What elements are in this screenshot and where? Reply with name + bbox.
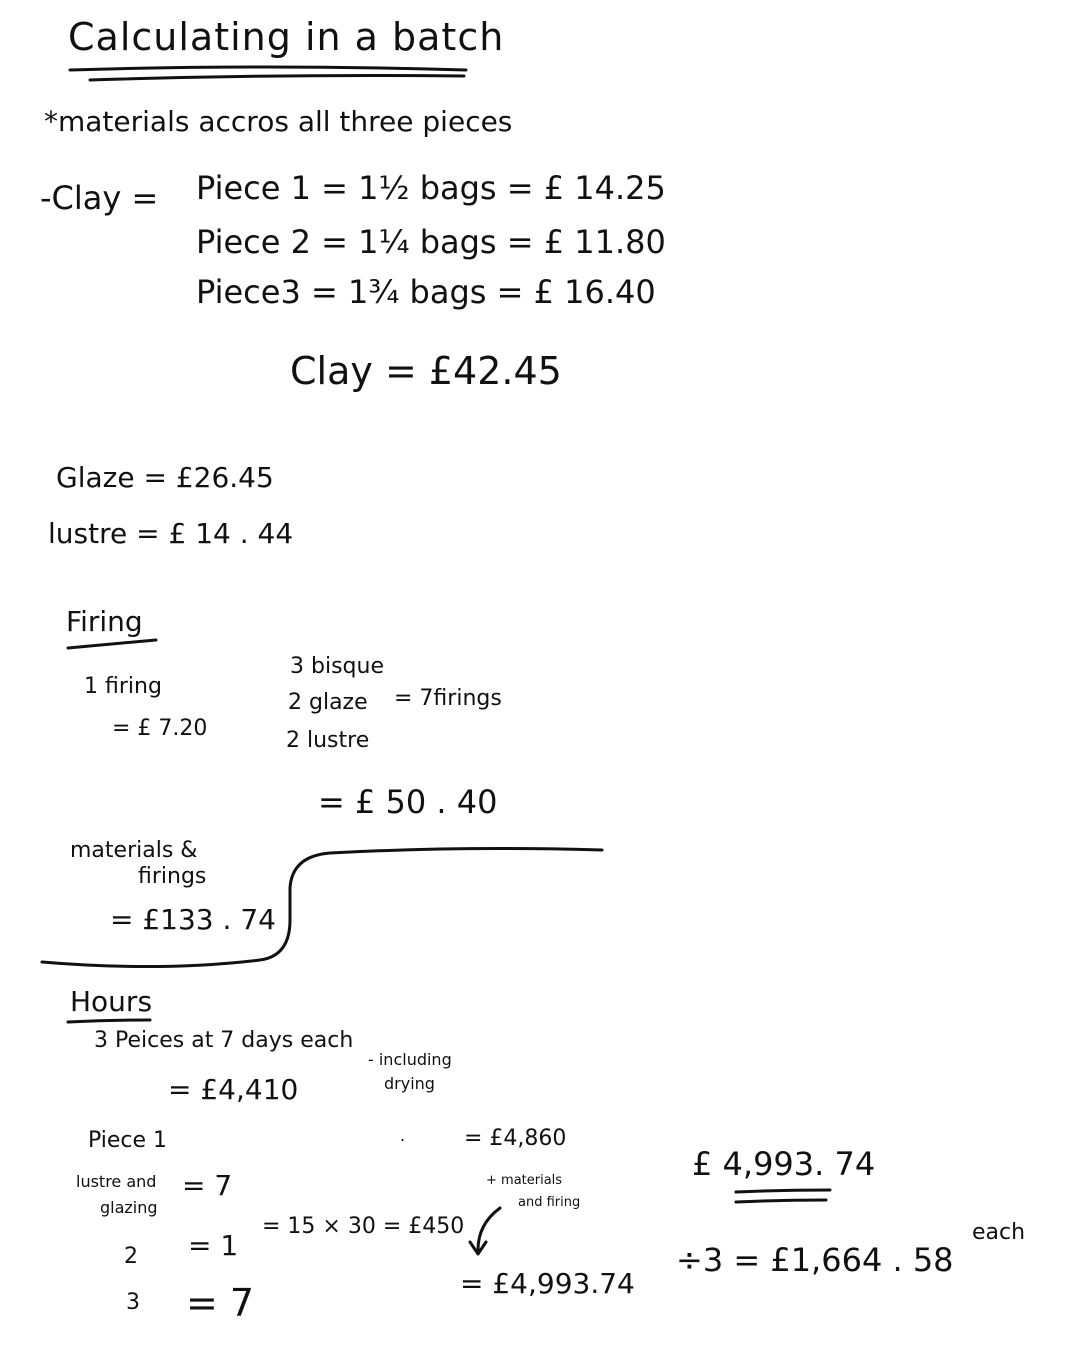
firing-count-bisque: 3 bisque (290, 654, 384, 679)
materials-firing-note-1: + materials (486, 1173, 563, 1188)
title-underline-2 (90, 76, 464, 81)
hours-piece-2-label: 2 (124, 1244, 138, 1269)
clay-total: Clay = £42.45 (290, 349, 562, 393)
hours-piece-3-value: = 7 (186, 1281, 255, 1325)
one-firing-label: 1 firing (84, 674, 162, 699)
summary-total: £ 4,993. 74 (692, 1145, 876, 1183)
section-divider (42, 849, 602, 967)
hours-note-drying: drying (384, 1074, 435, 1093)
lustre-cost: lustre = £ 14 . 44 (48, 517, 294, 550)
firing-count-lustre: 2 lustre (286, 728, 370, 753)
hours-glazing-label: glazing (100, 1198, 158, 1217)
materials-firings-label-2: firings (138, 864, 207, 889)
hours-cost: = £4,410 (168, 1073, 299, 1106)
title-underline-1 (70, 67, 466, 70)
summary-each: each (972, 1220, 1026, 1245)
summary-division: ÷3 = £1,664 . 58 (676, 1241, 954, 1279)
firing-heading: Firing (66, 605, 143, 638)
glaze-cost: Glaze = £26.45 (56, 461, 274, 494)
hours-piece-1-value: = 7 (182, 1169, 233, 1202)
hours-lustre-label: lustre and (76, 1172, 157, 1191)
hours-line: 3 Peices at 7 days each (94, 1028, 354, 1053)
clay-piece-1: Piece 1 = 1½ bags = £ 14.25 (196, 169, 666, 207)
materials-firings-total: = £133 . 74 (110, 903, 276, 936)
stray-dot: . (400, 1126, 406, 1145)
firing-count-glaze: 2 glaze (288, 690, 368, 715)
firing-count-total: = 7firings (394, 686, 502, 711)
hours-subtotal: = £4,860 (464, 1126, 567, 1151)
one-firing-cost: = £ 7.20 (112, 716, 208, 741)
clay-piece-2: Piece 2 = 1¼ bags = £ 11.80 (196, 223, 666, 261)
hours-piece-3-label: 3 (126, 1290, 140, 1315)
materials-firing-note-2: and firing (518, 1195, 581, 1210)
hours-piece-1-label: Piece 1 (88, 1128, 168, 1153)
summary-underline-2 (736, 1200, 826, 1202)
clay-label: -Clay = (40, 179, 159, 217)
page-title: Calculating in a batch (68, 15, 505, 59)
hours-heading: Hours (70, 985, 153, 1018)
firing-underline (68, 640, 156, 648)
hours-note-including: - including (368, 1050, 452, 1069)
materials-firings-label-1: materials & (70, 838, 198, 863)
arrow-line (478, 1208, 500, 1250)
firing-total: = £ 50 . 40 (318, 783, 498, 821)
hours-calc: = 15 × 30 = £450 (262, 1214, 465, 1239)
subtitle-note: *materials accros all three pieces (44, 105, 513, 138)
clay-piece-3: Piece3 = 1¾ bags = £ 16.40 (196, 273, 656, 311)
grand-total: = £4,993.74 (460, 1267, 635, 1300)
hours-piece-2-value: = 1 (188, 1229, 239, 1262)
summary-underline-1 (736, 1190, 830, 1192)
hours-underline (68, 1020, 150, 1022)
